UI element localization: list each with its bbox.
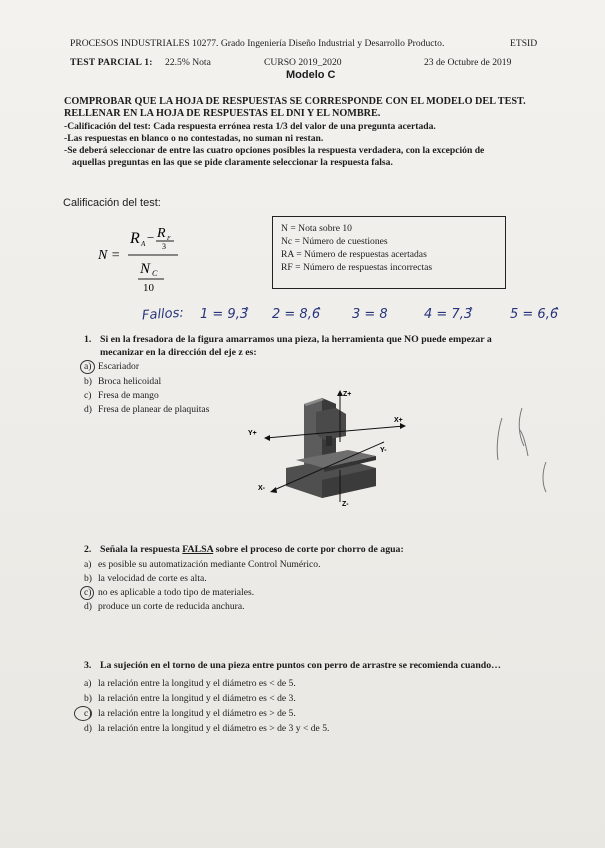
option-2b[interactable]: b) la velocidad de corte es alta. bbox=[84, 573, 207, 584]
axis-label: X+ bbox=[394, 417, 403, 424]
question-text: Señala la respuesta FALSA sobre el proceso de corte por chorro de agua: bbox=[100, 544, 404, 555]
grading-label: Calificación del test: bbox=[63, 197, 161, 209]
model-label: Modelo C bbox=[286, 69, 336, 81]
option-1d[interactable]: d) Fresa de planear de plaquitas bbox=[84, 404, 210, 415]
header-line-1 bbox=[70, 38, 538, 49]
option-1c[interactable]: c) Fresa de mango bbox=[84, 390, 159, 401]
instruction-line: RELLENAR EN LA HOJA DE RESPUESTAS EL DNI Y EL NOMBRE. bbox=[64, 108, 381, 119]
test-label: TEST PARCIAL 1: bbox=[70, 57, 153, 68]
option-2d[interactable]: d) produce un corte de reducida anchura. bbox=[84, 601, 245, 612]
formula-rf: R bbox=[157, 226, 166, 241]
header-line-2 bbox=[70, 57, 512, 68]
formula-legend bbox=[272, 216, 506, 289]
handwritten-score: 1 = 9,3̂ bbox=[200, 307, 249, 322]
question-number: 2. bbox=[84, 544, 92, 555]
formula-three: 3 bbox=[162, 242, 166, 251]
handwritten-score: 3 = 8 bbox=[352, 307, 388, 322]
nota-weight: 22.5% Nota bbox=[165, 57, 211, 68]
axis-label: Y+ bbox=[248, 430, 257, 437]
legend-item: N = Nota sobre 10 bbox=[281, 223, 352, 234]
instruction-line: -Calificación del test: Cada respuesta errónea resta 1/3 del valor de una pregunta acertada. bbox=[64, 121, 436, 132]
formula-ra-sub: A bbox=[141, 240, 146, 248]
option-2c[interactable]: c) no es aplicable a todo tipo de materiales. bbox=[84, 587, 255, 598]
school-name: ETSID bbox=[510, 38, 538, 49]
legend-item: RF = Número de respuestas incorrectas bbox=[281, 262, 433, 273]
instruction-line: aquellas preguntas en las que se pide claramente seleccionar la respuesta falsa. bbox=[72, 157, 393, 168]
formula-nc-sub: C bbox=[152, 269, 158, 278]
milling-machine-figure bbox=[244, 386, 414, 506]
option-1b[interactable]: b) Broca helicoidal bbox=[84, 376, 162, 387]
answer-mark-circle bbox=[80, 586, 94, 600]
formula-rf-sub: F bbox=[167, 236, 171, 242]
option-3a[interactable]: a) la relación entre la longitud y el diámetro es < de 5. bbox=[84, 678, 296, 689]
handwritten-score: 5 = 6,6̂ bbox=[510, 307, 559, 322]
grading-formula bbox=[98, 221, 190, 293]
option-3b[interactable]: b) la relación entre la longitud y el diámetro es < de 3. bbox=[84, 693, 296, 704]
option-2a[interactable]: a) es posible su automatización mediante Control Numérico. bbox=[84, 559, 321, 570]
axis-label: Z+ bbox=[343, 391, 352, 398]
formula-lhs: N = bbox=[98, 248, 121, 263]
exam-date: 23 de Octubre de 2019 bbox=[424, 57, 512, 68]
formula-nc: N bbox=[140, 261, 151, 277]
handwritten-fallos: Fallos: bbox=[141, 305, 185, 324]
academic-year: CURSO 2019_2020 bbox=[264, 57, 342, 68]
question-number: 1. bbox=[84, 334, 92, 345]
axis-label: Z- bbox=[342, 501, 349, 506]
axis-label: X- bbox=[258, 485, 265, 492]
course-title: PROCESOS INDUSTRIALES 10277. Grado Ingeniería Diseño Industrial y Desarrollo Producto. bbox=[70, 38, 445, 49]
option-1a[interactable]: a) Escariador bbox=[84, 361, 140, 372]
legend-item: RA = Número de respuestas acertadas bbox=[281, 249, 427, 260]
axis-label: Y- bbox=[380, 447, 387, 454]
instruction-line: -Las respuestas en blanco o no contestadas, no suman ni restan. bbox=[64, 133, 324, 144]
instruction-line: COMPROBAR QUE LA HOJA DE RESPUESTAS SE CORRESPONDE CON EL MODELO DEL TEST. bbox=[64, 96, 526, 107]
formula-minus: − bbox=[147, 230, 155, 245]
handwritten-score: 2 = 8,6̂ bbox=[272, 307, 321, 322]
legend-item: Nc = Número de cuestiones bbox=[281, 236, 388, 247]
pencil-scribble bbox=[484, 400, 564, 500]
formula-ten: 10 bbox=[143, 282, 154, 293]
question-text: Si en la fresadora de la figura amarramos una pieza, la herramienta que NO puede empezar a bbox=[100, 334, 492, 345]
question-number: 3. bbox=[84, 660, 92, 671]
option-3c[interactable]: c) la relación entre la longitud y el diámetro es > de 5. bbox=[84, 708, 296, 719]
question-text: La sujeción en el torno de una pieza entre puntos con perro de arrastre se recomienda cuando… bbox=[100, 660, 501, 671]
handwritten-score: 4 = 7,3̂ bbox=[424, 307, 473, 322]
instruction-line: -Se deberá seleccionar de entre las cuatro opciones posibles la respuesta verdadera, con la excepción de bbox=[64, 145, 485, 156]
formula-ra: R bbox=[130, 230, 140, 247]
answer-mark-circle bbox=[80, 360, 95, 374]
option-3d[interactable]: d) la relación entre la longitud y el diámetro es > de 3 y < de 5. bbox=[84, 723, 330, 734]
answer-mark-circle bbox=[74, 706, 92, 721]
question-text: mecanizar en la dirección del eje z es: bbox=[100, 347, 257, 358]
